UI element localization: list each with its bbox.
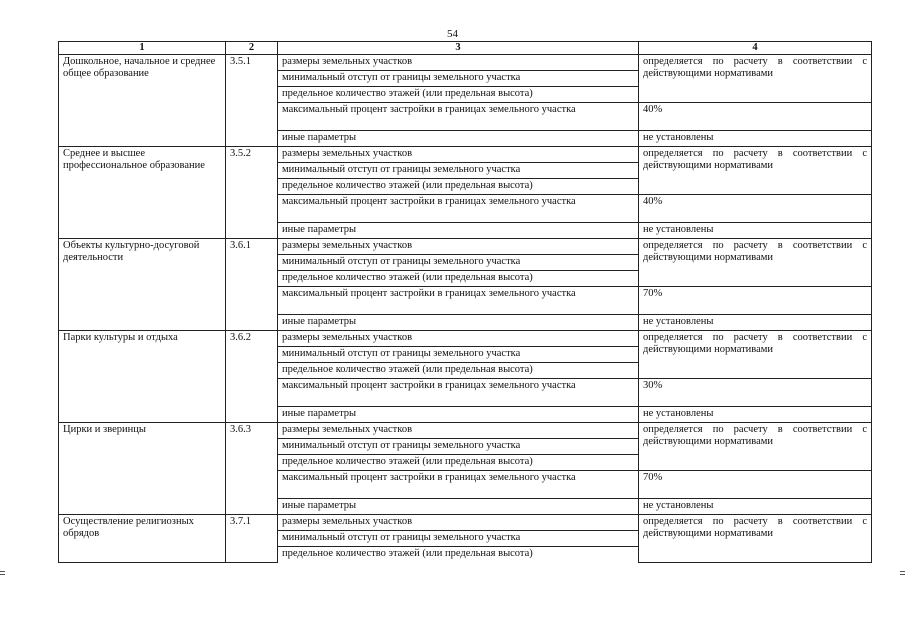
- use-type-code: 3.5.1: [226, 55, 278, 147]
- use-type-code: 3.6.2: [226, 331, 278, 423]
- parameter-name: минимальный отступ от границы земельного участка: [278, 163, 639, 179]
- table-row: [59, 515, 872, 531]
- parameter-name: максимальный процент застройки в границах земельного участка: [278, 287, 639, 315]
- parameter-name: предельное количество этажей (или предельная высота): [278, 363, 639, 379]
- use-type-code: 3.5.2: [226, 147, 278, 239]
- parameter-name: максимальный процент застройки в границах земельного участка: [278, 471, 639, 499]
- parameter-name: предельное количество этажей (или предельная высота): [278, 179, 639, 195]
- other-params-value: не установлены: [639, 223, 872, 239]
- column-header-2: 2: [226, 42, 278, 55]
- use-type-code: 3.7.1: [226, 515, 278, 563]
- parameter-value: определяется по расчету в соответствии с действующими нормативами: [639, 147, 872, 195]
- parameter-name: размеры земельных участков: [278, 239, 639, 255]
- parameter-value: определяется по расчету в соответствии с действующими нормативами: [639, 423, 872, 471]
- other-params-value: не установлены: [639, 131, 872, 147]
- parameter-name: максимальный процент застройки в границах земельного участка: [278, 195, 639, 223]
- parameter-name: размеры земельных участков: [278, 423, 639, 439]
- use-type-name: Осуществление религиозных обрядов: [59, 515, 226, 563]
- table-body: [59, 55, 872, 563]
- build-percent-value: 70%: [639, 287, 872, 315]
- regulations-table: [58, 41, 872, 563]
- use-type-name: Объекты культурно-досуговой деятельности: [59, 239, 226, 331]
- column-header-3: 3: [278, 42, 639, 55]
- build-percent-value: 70%: [639, 471, 872, 499]
- table-row: [59, 239, 872, 255]
- parameter-name: максимальный процент застройки в границах земельного участка: [278, 379, 639, 407]
- use-type-code: 3.6.1: [226, 239, 278, 331]
- parameter-name: иные параметры: [278, 315, 639, 331]
- parameter-name: максимальный процент застройки в границах земельного участка: [278, 103, 639, 131]
- use-type-name: Среднее и высшее профессиональное образование: [59, 147, 226, 239]
- parameter-name: размеры земельных участков: [278, 331, 639, 347]
- table-row: [59, 55, 872, 71]
- parameter-name: размеры земельных участков: [278, 515, 639, 531]
- parameter-value: определяется по расчету в соответствии с действующими нормативами: [639, 515, 872, 563]
- use-type-name: Дошкольное, начальное и среднее общее образование: [59, 55, 226, 147]
- parameter-name: минимальный отступ от границы земельного участка: [278, 255, 639, 271]
- column-number-row: [59, 42, 872, 55]
- parameter-name: иные параметры: [278, 407, 639, 423]
- table-row: [59, 331, 872, 347]
- parameter-name: минимальный отступ от границы земельного участка: [278, 347, 639, 363]
- left-edge-mark: [0, 571, 5, 572]
- parameter-name: предельное количество этажей (или предельная высота): [278, 87, 639, 103]
- build-percent-value: 30%: [639, 379, 872, 407]
- other-params-value: не установлены: [639, 499, 872, 515]
- use-type-name: Парки культуры и отдыха: [59, 331, 226, 423]
- parameter-name: предельное количество этажей (или предельная высота): [278, 271, 639, 287]
- other-params-value: не установлены: [639, 315, 872, 331]
- parameter-name: минимальный отступ от границы земельного участка: [278, 439, 639, 455]
- use-type-name: Цирки и зверинцы: [59, 423, 226, 515]
- left-edge-mark: [0, 574, 5, 575]
- parameter-name: размеры земельных участков: [278, 55, 639, 71]
- build-percent-value: 40%: [639, 195, 872, 223]
- use-type-code: 3.6.3: [226, 423, 278, 515]
- parameter-name: минимальный отступ от границы земельного участка: [278, 531, 639, 547]
- right-edge-mark: [900, 571, 905, 572]
- parameter-name: иные параметры: [278, 223, 639, 239]
- parameter-value: определяется по расчету в соответствии с действующими нормативами: [639, 239, 872, 287]
- column-header-4: 4: [639, 42, 872, 55]
- parameter-value: определяется по расчету в соответствии с действующими нормативами: [639, 331, 872, 379]
- column-header-1: 1: [59, 42, 226, 55]
- parameter-name: иные параметры: [278, 131, 639, 147]
- parameter-value: определяется по расчету в соответствии с действующими нормативами: [639, 55, 872, 103]
- parameter-name: предельное количество этажей (или предельная высота): [278, 455, 639, 471]
- parameter-name: иные параметры: [278, 499, 639, 515]
- table-row: [59, 423, 872, 439]
- parameter-name: предельное количество этажей (или предельная высота): [278, 547, 639, 563]
- parameter-name: размеры земельных участков: [278, 147, 639, 163]
- table-row: [59, 147, 872, 163]
- other-params-value: не установлены: [639, 407, 872, 423]
- right-edge-mark: [900, 574, 905, 575]
- page-number: 54: [447, 28, 458, 40]
- parameter-name: минимальный отступ от границы земельного участка: [278, 71, 639, 87]
- build-percent-value: 40%: [639, 103, 872, 131]
